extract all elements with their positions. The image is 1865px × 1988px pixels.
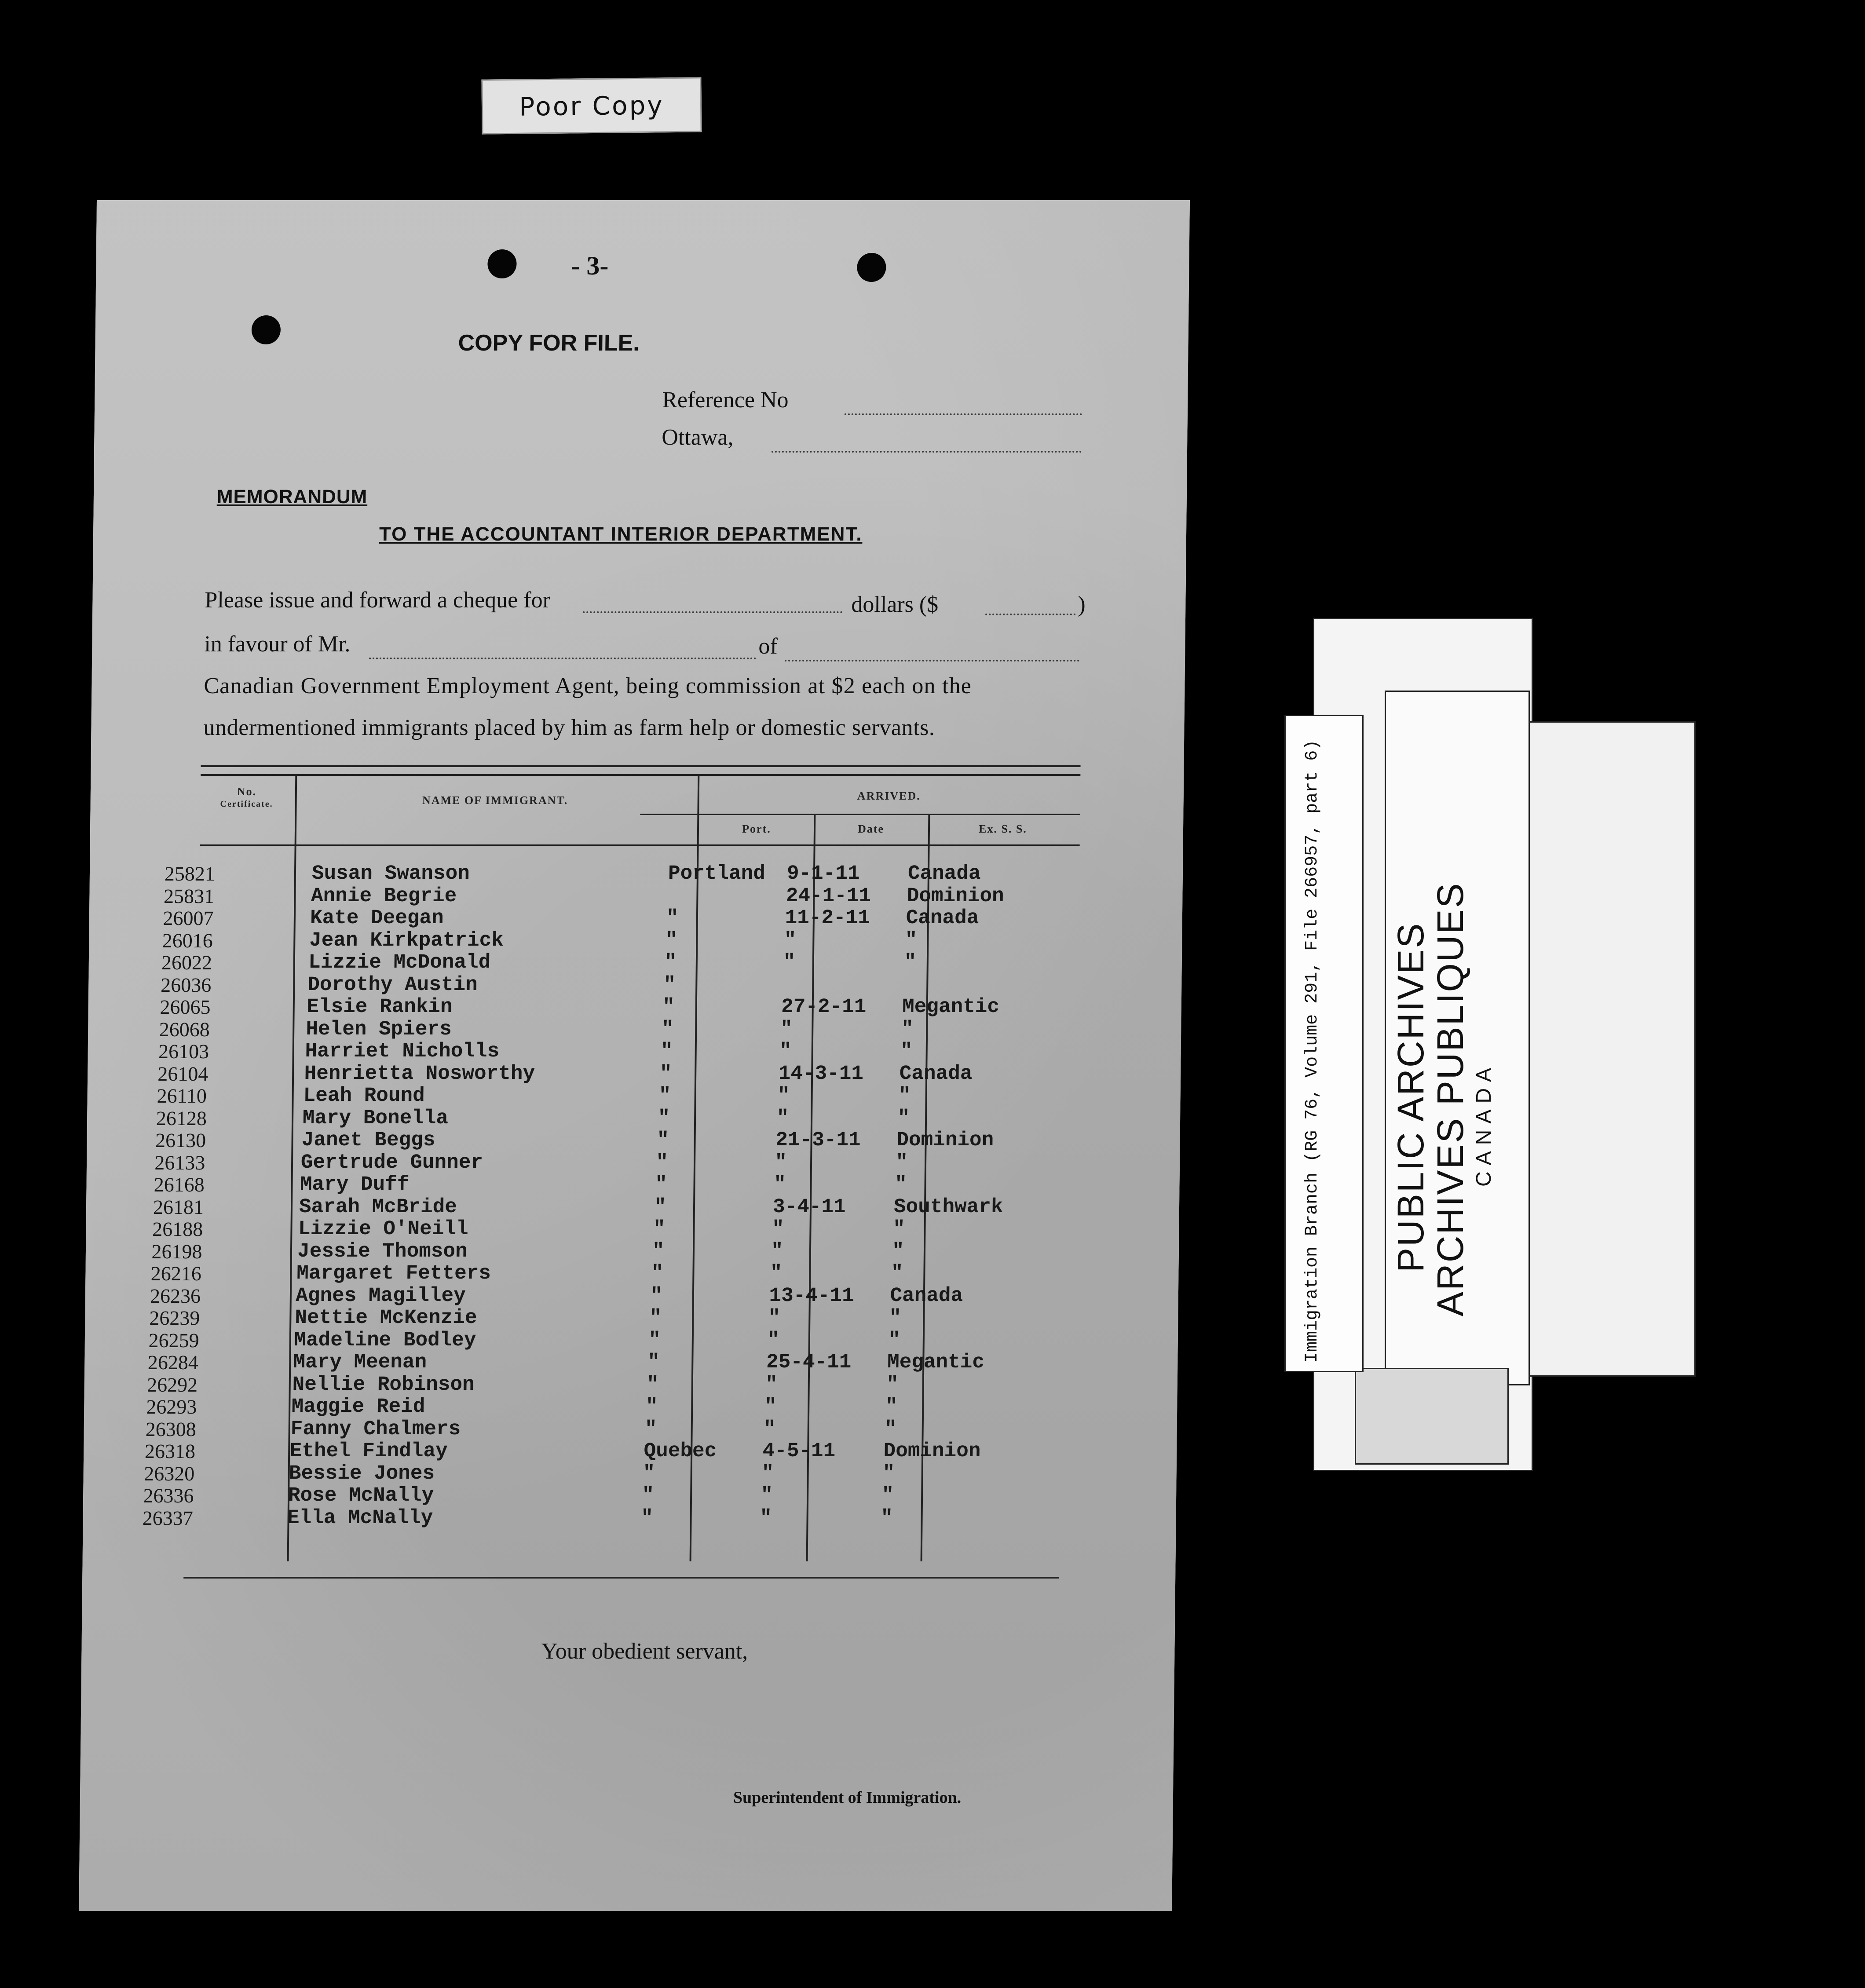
cert-number: 26337 bbox=[142, 1506, 194, 1529]
immigrant-name: Elsie Rankin bbox=[307, 995, 453, 1018]
reference-blank bbox=[845, 413, 1082, 415]
page-number: - 3- bbox=[571, 251, 609, 280]
arrival-ship: Megantic bbox=[902, 995, 1000, 1018]
cert-number: 26336 bbox=[143, 1484, 194, 1507]
body-line-4: undermentioned immigrants placed by him as farm help or domestic servants. bbox=[203, 715, 935, 740]
cert-label-header: Certificate. bbox=[220, 799, 273, 809]
arrival-ship: " bbox=[886, 1373, 899, 1396]
immigrant-name: Jean Kirkpatrick bbox=[309, 928, 504, 952]
cert-number: 26259 bbox=[148, 1329, 199, 1352]
cert-number: 26110 bbox=[157, 1085, 207, 1107]
cert-number: 25831 bbox=[163, 884, 215, 907]
arrival-ship: " bbox=[891, 1262, 903, 1285]
arrival-port: " bbox=[658, 1084, 671, 1107]
cert-number: 26216 bbox=[150, 1262, 202, 1285]
arrival-port: " bbox=[661, 1017, 674, 1041]
immigrant-name: Annie Begrie bbox=[311, 884, 457, 907]
arrival-ship: Dominion bbox=[883, 1440, 981, 1462]
immigrant-name: Dorothy Austin bbox=[307, 973, 478, 996]
body-line-3: Canadian Government Employment Agent, being commission at $2 each on the bbox=[204, 673, 972, 698]
arrival-date: " bbox=[764, 1395, 777, 1418]
arrival-date: " bbox=[763, 1417, 776, 1440]
date-header: Date bbox=[857, 822, 885, 835]
immigrant-name: Mary Bonella bbox=[302, 1106, 449, 1129]
punch-hole bbox=[487, 249, 517, 278]
cert-number: 26168 bbox=[154, 1173, 205, 1196]
arrival-port: " bbox=[649, 1306, 662, 1329]
arrival-date: " bbox=[767, 1328, 780, 1352]
arrival-port: Quebec bbox=[644, 1440, 717, 1462]
arrived-header: ARRIVED. bbox=[857, 789, 921, 802]
cert-number: 26128 bbox=[156, 1107, 207, 1129]
table-top-rule bbox=[201, 774, 1080, 776]
cert-number: 26065 bbox=[160, 996, 211, 1018]
arrival-port: " bbox=[647, 1351, 660, 1374]
arrival-date: " bbox=[783, 951, 796, 974]
arrival-port: " bbox=[645, 1395, 658, 1418]
ottawa-label: Ottawa, bbox=[662, 425, 734, 450]
arrival-port: " bbox=[654, 1195, 666, 1218]
memo-document bbox=[79, 200, 1190, 1911]
cert-number: 26236 bbox=[150, 1284, 201, 1307]
ship-header: Ex. S. S. bbox=[978, 822, 1028, 835]
arrival-date: " bbox=[777, 1084, 790, 1107]
immigrant-name: Jessie Thomson bbox=[297, 1239, 468, 1263]
arrival-ship: Canada bbox=[890, 1284, 963, 1307]
amount-words-blank bbox=[583, 611, 842, 613]
arrival-port: " bbox=[646, 1373, 659, 1396]
immigrant-name: Rose McNally bbox=[288, 1484, 434, 1507]
arrival-port: " bbox=[653, 1217, 666, 1240]
arrival-date: " bbox=[761, 1462, 774, 1485]
immigrant-name: Lizzie McDonald bbox=[308, 951, 491, 974]
arrival-ship: Canada bbox=[907, 862, 981, 885]
immigrant-name: Gertrude Gunner bbox=[300, 1151, 483, 1174]
signoff: Your obedient servant, bbox=[541, 1639, 748, 1664]
arrival-ship: " bbox=[881, 1484, 894, 1507]
immigrant-name: Agnes Magilley bbox=[296, 1284, 466, 1307]
arrival-date: " bbox=[784, 928, 797, 952]
immigrant-name: Ella McNally bbox=[287, 1506, 433, 1529]
arrival-ship: " bbox=[894, 1173, 907, 1196]
copy-for-file-heading: COPY FOR FILE. bbox=[458, 330, 640, 356]
arrival-date: " bbox=[770, 1262, 783, 1285]
citation-text: Immigration Branch (RG 76, Volume 291, File 266957, part 6) bbox=[1302, 739, 1322, 1363]
immigrant-name: Lizzie O'Neill bbox=[298, 1217, 468, 1240]
cert-number: 26292 bbox=[146, 1373, 198, 1396]
immigrant-name: Nettie McKenzie bbox=[295, 1306, 477, 1329]
payee-blank bbox=[369, 658, 756, 659]
arrival-date: 4-5-11 bbox=[762, 1440, 836, 1462]
arrival-ship: " bbox=[896, 1151, 908, 1174]
cert-number: 26022 bbox=[161, 951, 212, 974]
archive-card bbox=[1385, 691, 1530, 1385]
arrival-port: " bbox=[657, 1129, 669, 1151]
arrival-ship: Megantic bbox=[887, 1351, 985, 1374]
citation-strip bbox=[1284, 715, 1364, 1372]
cert-number: 26036 bbox=[161, 973, 212, 996]
arrival-ship: " bbox=[901, 1017, 914, 1041]
arrival-ship: Dominion bbox=[896, 1129, 994, 1151]
arrival-port: " bbox=[664, 951, 677, 974]
arrival-date: 11-2-11 bbox=[785, 906, 870, 929]
immigrant-name: Susan Swanson bbox=[311, 862, 470, 885]
body-line-2b: of bbox=[758, 634, 778, 659]
arrival-port: " bbox=[666, 906, 679, 929]
immigrant-name: Fanny Chalmers bbox=[290, 1417, 461, 1440]
memorandum-title: MEMORANDUM bbox=[216, 486, 368, 508]
arrival-ship: " bbox=[885, 1395, 898, 1418]
arrival-port: " bbox=[658, 1106, 670, 1129]
arrival-ship: Canada bbox=[899, 1062, 973, 1085]
arrival-date: " bbox=[759, 1506, 772, 1529]
arrival-port: " bbox=[648, 1328, 661, 1352]
arrival-ship: " bbox=[884, 1417, 897, 1440]
cert-number: 26068 bbox=[159, 1018, 210, 1041]
arrival-date: 9-1-11 bbox=[786, 862, 860, 885]
immigrant-name: Margaret Fetters bbox=[296, 1262, 491, 1285]
arrival-ship: " bbox=[892, 1239, 904, 1263]
cert-number: 26104 bbox=[157, 1062, 208, 1085]
arrival-ship: Canada bbox=[906, 906, 979, 929]
header-bottom-rule bbox=[200, 844, 1080, 846]
immigrant-name: Kate Deegan bbox=[310, 906, 444, 929]
arrival-port: " bbox=[642, 1484, 655, 1507]
cert-number: 26188 bbox=[152, 1218, 203, 1240]
arrival-ship: " bbox=[904, 951, 917, 974]
arrival-date: " bbox=[773, 1173, 786, 1196]
arrival-date: " bbox=[776, 1106, 789, 1129]
addressee-line: TO THE ACCOUNTANT INTERIOR DEPARTMENT. bbox=[379, 523, 863, 545]
arrival-port: " bbox=[651, 1262, 664, 1285]
signature-title: Superintendent of Immigration. bbox=[733, 1788, 962, 1807]
arrival-port: " bbox=[659, 1062, 672, 1085]
arrival-date: " bbox=[771, 1239, 783, 1263]
arrival-date: " bbox=[761, 1484, 773, 1507]
arrival-date: " bbox=[775, 1151, 787, 1174]
arrival-date: " bbox=[768, 1306, 781, 1329]
immigrant-name: Harriet Nicholls bbox=[305, 1040, 500, 1063]
arrival-ship: " bbox=[900, 1040, 913, 1063]
body-line-2a: in favour of Mr. bbox=[204, 632, 351, 657]
cert-number: 26308 bbox=[145, 1418, 197, 1440]
immigrant-name: Maggie Reid bbox=[291, 1395, 425, 1418]
arrival-date: " bbox=[779, 1040, 792, 1063]
amount-figures-blank bbox=[985, 614, 1075, 615]
cert-number: 26133 bbox=[154, 1151, 205, 1174]
arrival-date: " bbox=[780, 1017, 793, 1041]
immigrant-name: Leah Round bbox=[303, 1084, 425, 1107]
arrival-ship: Dominion bbox=[907, 884, 1004, 907]
table-bottom-rule bbox=[183, 1577, 1059, 1579]
cert-number: 26007 bbox=[163, 907, 214, 929]
cert-number: 26103 bbox=[158, 1040, 209, 1063]
cert-number: 26181 bbox=[153, 1195, 204, 1218]
arrival-ship: " bbox=[888, 1328, 901, 1352]
immigrant-name: Janet Beggs bbox=[301, 1129, 435, 1151]
archive-line-3: CANADA bbox=[1472, 1061, 1496, 1187]
arrival-ship: " bbox=[897, 1106, 910, 1129]
arrival-ship: " bbox=[889, 1306, 902, 1329]
cert-number: 26198 bbox=[151, 1240, 202, 1263]
arrival-ship: " bbox=[905, 928, 918, 952]
arrival-port: " bbox=[665, 928, 678, 952]
cert-number: 26318 bbox=[144, 1440, 196, 1462]
immigrant-name: Sarah McBride bbox=[299, 1195, 457, 1218]
arrival-date: 13-4-11 bbox=[769, 1284, 855, 1307]
immigrant-name: Mary Duff bbox=[300, 1173, 410, 1196]
arrival-date: 27-2-11 bbox=[781, 995, 867, 1018]
arrived-rule bbox=[640, 814, 1080, 815]
arrival-port: " bbox=[650, 1284, 663, 1307]
arrival-ship: " bbox=[882, 1462, 895, 1485]
arrival-port: " bbox=[652, 1239, 665, 1263]
arrival-ship: " bbox=[892, 1217, 905, 1240]
arrival-port: " bbox=[663, 973, 676, 996]
punch-hole bbox=[252, 315, 281, 344]
arrival-date: 21-3-11 bbox=[775, 1129, 861, 1151]
archive-card-tab bbox=[1355, 1368, 1509, 1465]
arrival-date: 25-4-11 bbox=[766, 1351, 852, 1374]
arrival-port: " bbox=[662, 995, 675, 1018]
arrival-port: " bbox=[640, 1506, 654, 1529]
arrival-date: " bbox=[765, 1373, 778, 1396]
poor-copy-note: Poor Copy bbox=[481, 77, 702, 134]
cert-number: 26239 bbox=[149, 1307, 200, 1329]
immigrant-name: Helen Spiers bbox=[306, 1017, 452, 1041]
body-line-1b: dollars ($ bbox=[851, 592, 939, 617]
arrival-ship: " bbox=[880, 1506, 893, 1529]
cert-number: 26130 bbox=[155, 1129, 206, 1151]
arrival-port: " bbox=[660, 1040, 673, 1063]
arrival-port: " bbox=[655, 1173, 668, 1196]
arrival-date: 24-1-11 bbox=[786, 884, 871, 907]
archive-line-1: PUBLIC ARCHIVES bbox=[1390, 922, 1431, 1272]
body-line-1a: Please issue and forward a cheque for bbox=[205, 588, 551, 613]
arrival-port: " bbox=[644, 1417, 657, 1440]
table-top-rule bbox=[201, 765, 1081, 767]
cert-number: 26016 bbox=[162, 929, 213, 952]
immigrant-name: Ethel Findlay bbox=[289, 1440, 448, 1462]
cert-number: 25821 bbox=[164, 862, 216, 885]
body-line-1c: ) bbox=[1078, 592, 1086, 617]
reference-label: Reference No bbox=[662, 387, 789, 413]
immigrant-name: Henrietta Nosworthy bbox=[304, 1062, 535, 1085]
punch-hole bbox=[857, 253, 886, 282]
arrival-ship: " bbox=[898, 1084, 911, 1107]
name-header: NAME OF IMMIGRANT. bbox=[422, 794, 568, 807]
arrival-date: 3-4-11 bbox=[772, 1195, 846, 1218]
cert-number: 26284 bbox=[147, 1351, 199, 1374]
date-blank bbox=[772, 451, 1082, 453]
arrival-ship: Southwark bbox=[893, 1195, 1003, 1218]
arrival-port: " bbox=[656, 1151, 669, 1174]
place-blank bbox=[785, 660, 1079, 661]
immigrant-name: Madeline Bodley bbox=[294, 1328, 476, 1352]
arrival-date: 14-3-11 bbox=[778, 1062, 864, 1085]
cert-no-header: No. bbox=[237, 785, 257, 798]
immigrant-name: Mary Meenan bbox=[293, 1351, 427, 1374]
archive-line-2: ARCHIVES PUBLIQUES bbox=[1430, 882, 1471, 1316]
arrival-port: Portland bbox=[668, 862, 766, 885]
port-header: Port. bbox=[742, 822, 771, 835]
immigrant-name: Bessie Jones bbox=[289, 1462, 435, 1485]
cert-number: 26293 bbox=[146, 1396, 197, 1418]
cert-number: 26320 bbox=[144, 1462, 195, 1485]
arrival-date: " bbox=[772, 1217, 784, 1240]
arrival-port: " bbox=[643, 1462, 655, 1485]
immigrant-name: Nellie Robinson bbox=[292, 1373, 475, 1396]
